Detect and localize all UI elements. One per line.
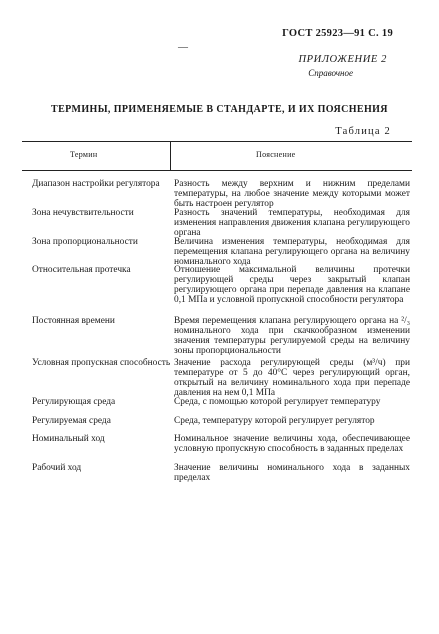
standard-reference: ГОСТ 25923—91 С. 19 <box>282 28 393 39</box>
table-label: Таблица 2 <box>335 126 391 137</box>
term-cell: Постоянная времени <box>32 316 115 326</box>
page-title: ТЕРМИНЫ, ПРИМЕНЯЕМЫЕ В СТАНДАРТЕ, И ИХ ПОЯСНЕНИЯ <box>51 104 388 115</box>
table-top-rule <box>22 141 412 142</box>
explanation-cell: Значение величины номинального хода в заданных пределах <box>174 463 410 483</box>
term-cell: Диапазон настройки регулятора <box>32 179 160 189</box>
term-cell: Условная пропускная способность <box>32 358 171 368</box>
explanation-cell: Номинальное значение величины хода, обеспечивающее условную пропускную способность в заданных пределах <box>174 434 410 454</box>
explanation-cell: Величина изменения температуры, необходимая для перемещения клапана регулирующего органа на величину номинального хода <box>174 237 410 267</box>
column-header-explanation: Пояснение <box>256 150 296 159</box>
explanation-cell: Разность между верхним и нижним пределами температуры, на любое значение между которыми может быть настроен регулятор <box>174 179 410 209</box>
reference-note: Справочное <box>308 68 353 78</box>
term-cell: Рабочий ход <box>32 463 82 473</box>
header-dash: — <box>178 42 188 53</box>
explanation-cell: Время перемещения клапана регулирующего органа на ²/₃ номинального хода при скачкообразном изменении значения температуры регулируемой среды на величину зоны пропорциональности <box>174 316 410 356</box>
table-column-divider <box>170 141 171 170</box>
table-header-rule <box>22 170 412 171</box>
term-cell: Зона нечувствительности <box>32 208 134 218</box>
appendix-label: ПРИЛОЖЕНИЕ 2 <box>298 54 387 65</box>
term-cell: Относительная протечка <box>32 265 131 275</box>
term-cell: Номинальный ход <box>32 434 105 444</box>
term-cell: Зона пропорциональности <box>32 237 138 247</box>
explanation-cell: Среда, температуру которой регулирует регулятор <box>174 416 375 426</box>
explanation-cell: Разность значений температуры, необходимая для изменения направления движения клапана регулирующего органа <box>174 208 410 238</box>
explanation-cell: Значение расхода регулирующей среды (м³/ч) при температуре от 5 до 40°С через регулирующий орган, открытый на величину номинального хода при перепаде давления на нем 0,1 МПа <box>174 358 410 398</box>
explanation-cell: Среда, с помощью которой регулирует температуру <box>174 397 381 407</box>
explanation-cell: Отношение максимальной величины протечки регулирующей среды через закрытый клапан регулирующего органа при перепаде давления на клапане 0,1 МПа и условной пропускной способности регулятора <box>174 265 410 305</box>
term-cell: Регулирующая среда <box>32 397 116 407</box>
column-header-term: Термин <box>70 150 98 159</box>
term-cell: Регулируемая среда <box>32 416 111 426</box>
